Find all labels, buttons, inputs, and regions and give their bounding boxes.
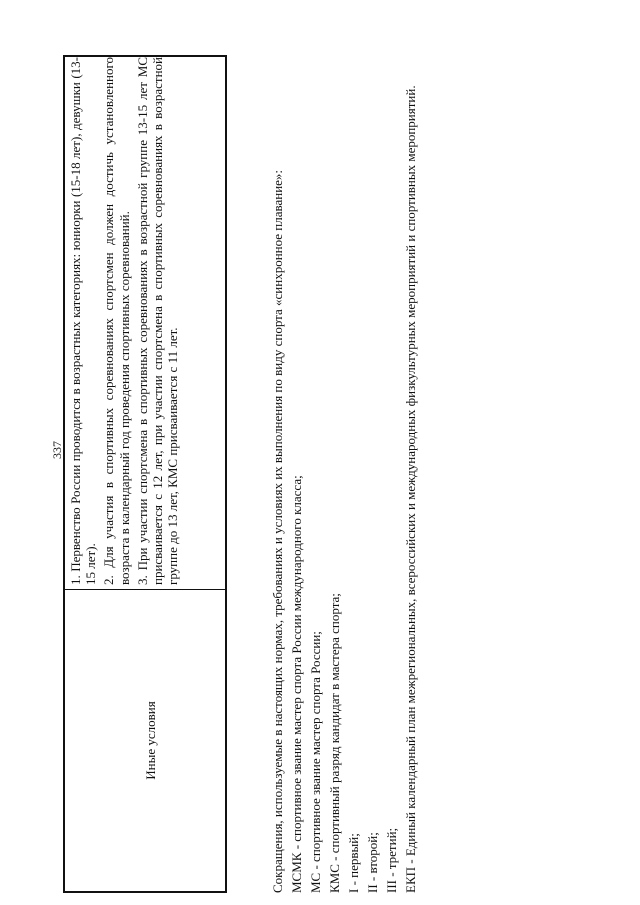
conditions-text-cell — [68, 57, 183, 585]
condition-item-3: 3. При участии спортсмена в спортивных соревнованиях в возрастной группе 13-15 лет МС присваивается с 12 лет, при участии спортсмена в спортивных соревнованиях в возрастной группе до 13 лет, КМС присваивается с 11 лет. — [134, 57, 181, 585]
abbreviation-line: ЕКП - Единый календарный план межрегиональных, всероссийских и международных физкультурных мероприятий и спортивных мероприятий. — [403, 85, 418, 893]
abbreviation-line: I - первый; — [346, 833, 361, 893]
conditions-table — [63, 55, 227, 893]
conditions-label: Иные условия — [143, 701, 158, 780]
condition-item-1: 1. Первенство России проводится в возрастных категориях: юниорки (15-18 лет), девушки (13-15 лет). — [68, 57, 99, 585]
page-number: 337 — [50, 441, 64, 459]
abbreviation-line: КМС - спортивный разряд кандидат в мастера спорта; — [327, 593, 342, 893]
condition-item-2: 2. Для участия в спортивных соревнованиях спортсмен должен достичь установленного возраста в календарный год проведения спортивных соревнований. — [101, 57, 132, 585]
abbreviations-section — [268, 23, 420, 893]
conditions-label-cell — [65, 589, 225, 891]
abbreviation-line: III - третий; — [384, 827, 399, 893]
abbreviations-intro: Сокращения, используемые в настоящих нормах, требованиях и условиях их выполнения по виду спорта «синхронное плавание»: — [270, 169, 285, 893]
abbreviation-line: МСМК - спортивное звание мастер спорта России международного класса; — [289, 475, 304, 893]
abbreviation-line: МС - спортивное звание мастер спорта России; — [308, 631, 323, 893]
abbreviation-line: II - второй; — [365, 832, 380, 893]
